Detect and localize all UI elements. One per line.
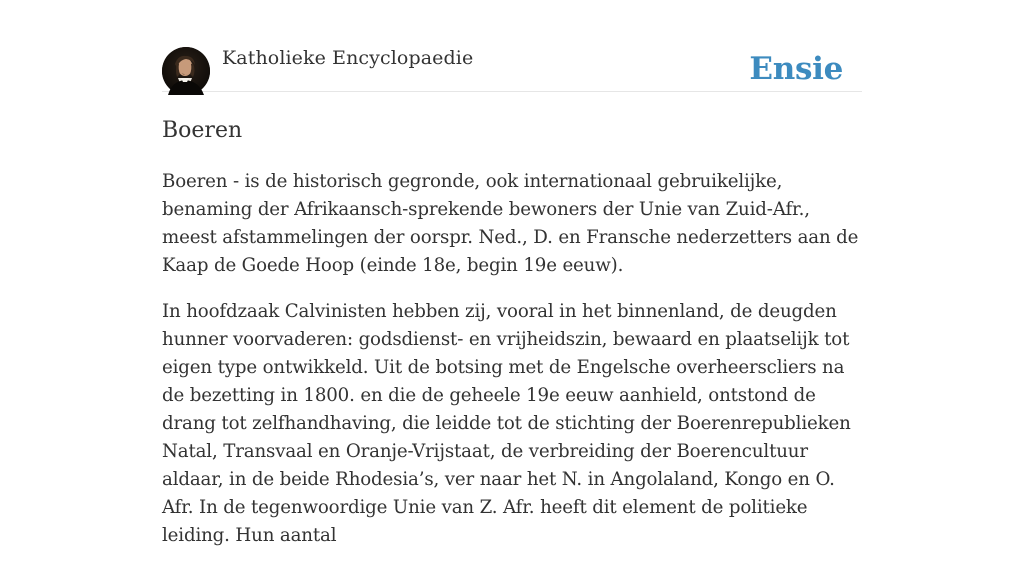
source-title[interactable]: Katholieke Encyclopaedie <box>222 47 474 69</box>
portrait-icon <box>162 47 210 95</box>
article-title: Boeren <box>162 118 243 143</box>
site-header <box>162 46 862 92</box>
brand-logo[interactable]: Ensie <box>749 51 843 87</box>
page <box>162 0 862 546</box>
paragraph: In hoofdzaak Calvinisten hebben zij, vooral in het binnenland, de deugden hunner voorvaderen: godsdienst- en vrijheidszin, bewaard en plaatselijk tot eigen type ontwikkeld. Uit de botsing met de Engelsche overheerscliers na de bezetting in 1800. en die de geheele 19e eeuw aanhield, ontstond de drang tot zelfhandhaving, die leidde tot de stichting der Boerenrepublieken Natal, Transvaal en Oranje-Vrijstaat, de verbreiding der Boerencultuur aldaar, in de beide Rhodesia’s, ver naar het N. in Angolaland, Kongo en O. Afr. In de tegenwoordige Unie van Z. Afr. heeft dit element de politieke leiding. Hun aantal <box>162 301 851 546</box>
portrait-avatar[interactable] <box>162 47 210 95</box>
paragraph: Boeren - is de historisch gegronde, ook internationaal gebruikelijke, benaming der Afrikaansch-sprekende bewoners der Unie van Zuid-Afr., meest afstammelingen der oorspr. Ned., D. en Fransche nederzetters aan de Kaap de Goede Hoop (einde 18e, begin 19e eeuw). <box>162 171 859 276</box>
article-body <box>162 168 864 568</box>
